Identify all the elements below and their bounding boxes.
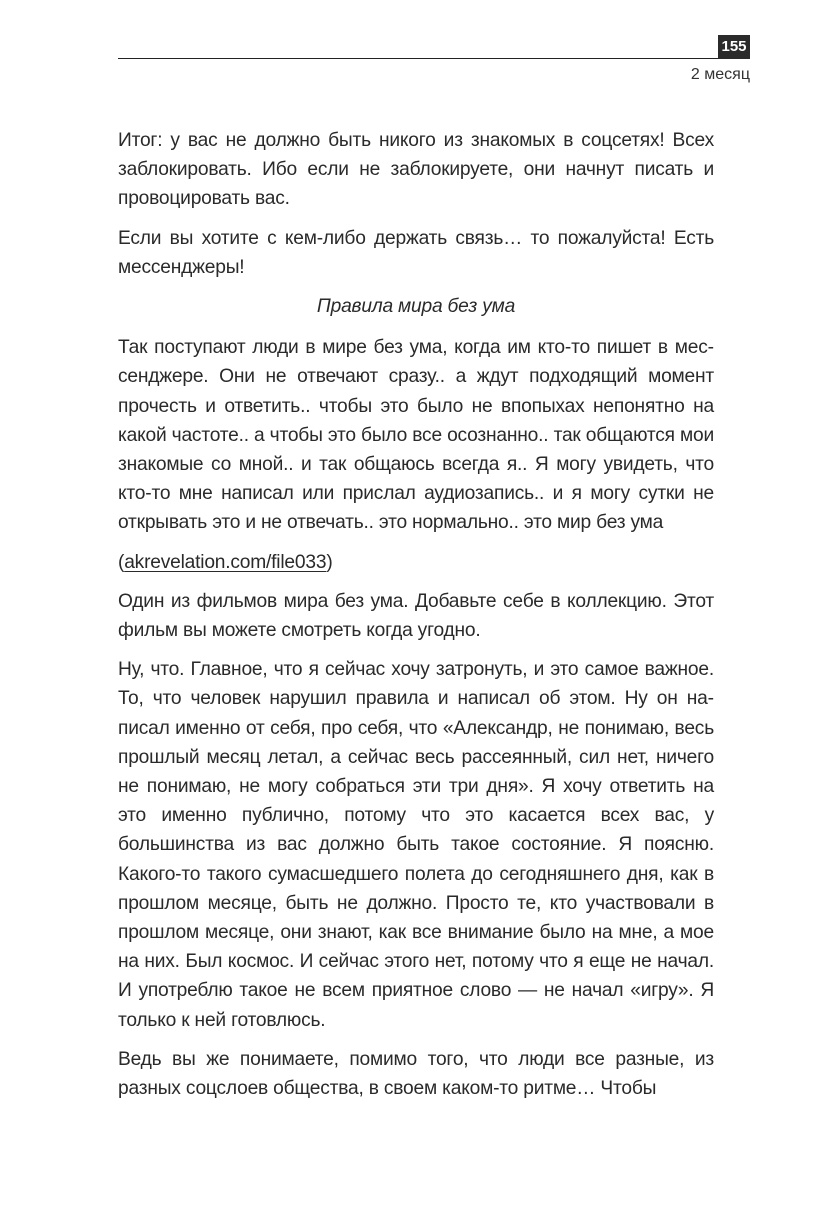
paragraph-continued: Ведь вы же понимаете, помимо того, что люди все разные, из разных соцслоев общества, в своем каком-то ритме… Чтобы (118, 1048, 714, 1100)
header-rule (118, 58, 750, 59)
link-close-paren: ) (326, 551, 333, 573)
running-head: 2 месяц (690, 66, 750, 83)
link-open-paren: ( (118, 551, 125, 573)
page-number-badge: 155 (718, 35, 750, 59)
link-line (118, 548, 714, 577)
file-link[interactable]: akrevelation.com/file033 (124, 551, 327, 573)
paragraph-summary: Итог: у вас не должно быть никого из знакомых в соцсетях! Всех заблокировать. Ибо если не заблокируете, они начнут писать и провоцировать вас. (118, 130, 714, 210)
body-text (118, 126, 714, 1113)
paragraph-film: Один из фильмов мира без ума. Добавьте себе в коллекцию. Этот фильм вы можете смотреть когда угодно. (118, 590, 714, 642)
paragraph-messengers: Если вы хотите с кем-либо держать связь… то пожалуйста! Есть мессенджеры! (118, 227, 714, 278)
paragraph-rules: Так поступают люди в мире без ума, когда им кто-то пишет в мессенджере. Они не отвечают сразу.. а ждут подходящий момент прочесть и ответить.. чтобы это было не впопыхах непонятно на какой частоте.. а чтобы это было все осознанно.. так общаются мои знакомые со мной.. и так общаюсь всегда я.. Я могу увидеть, что кто-то мне написал или прислал аудиозапись.. и я могу сутки не открывать это и не отвечать.. это нормально.. это мир без ума (118, 337, 714, 534)
section-subheading: Правила мира без ума (316, 296, 516, 318)
paragraph-main-point: Ну, что. Главное, что я сейчас хочу затронуть, и это самое важное. То, что человек нарушил правила и написал об этом. Ну он написал именно от себя, про себя, что «Александр, не понимаю, весь прошлый месяц летал, а сейчас весь рассеянный, сил нет, ничего не понимаю, не могу собраться эти три дня». Я хочу ответить на это именно публично, потому что это касается всех вас, у большинства из вас должно быть такое состояние. Я поясню. Какого-то такого сумасшедшего полета до сегодняшнего дня, как в прошлом месяце, быть не должно. Просто те, кто участвовали в прошлом месяце, они знают, как все внимание было на мне, а мое на них. Был космос. И сейчас этого нет, потому что я еще не начал. И употреблю такое не всем приятное слово — не начал «игру». Я только к ней готовлюсь. (118, 659, 714, 1031)
